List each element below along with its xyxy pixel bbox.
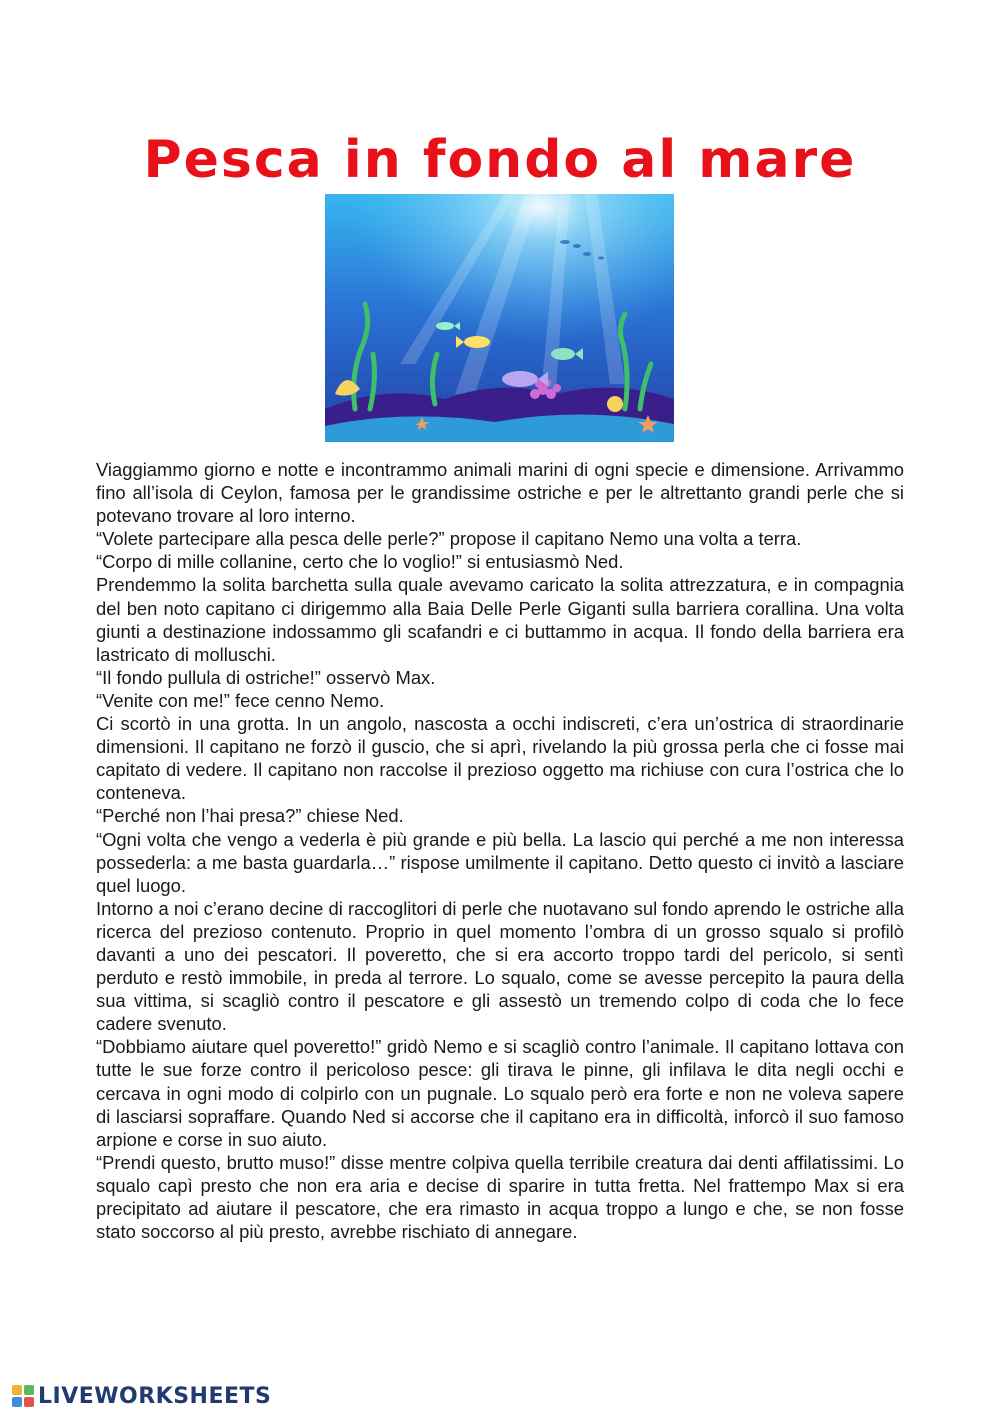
footer-branding [12,1381,271,1411]
story-paragraph-1: Viaggiammo giorno e notte e incontrammo animali marini di ogni specie e dimensione. Arrivammo fino all’isola di Ceylon, famosa per le grandissime ostriche e per le altrettanto grandi perle che si potevano trovare al loro interno. [96,459,904,527]
story-paragraph-9: “Ogni volta che vengo a vederla è più grande e più bella. La lascio qui perché a me non interessa possederla: a me basta guardarla…” rispose umilmente il capitano. Detto questo ci invitò a lasciare quel luogo. [96,828,904,896]
story-paragraph-11: “Dobbiamo aiutare quel poveretto!” gridò Nemo e si scagliò contro l’animale. Il capitano lottava con tutte le sue forze contro il pericoloso pesce: gli tirava le pinne, gli infilava le dita negli occhi e cercava in ogni modo di colpirlo con un pugnale. Lo squalo però era forte e non ne voleva sapere di lasciarsi sopraffare. Quando Ned si accorse che il capitano era in difficoltà, inforcò il suo famoso arpione e corse in suo aiuto. [96,1036,904,1150]
story-paragraph-4: Prendemmo la solita barchetta sulla quale avevamo caricato la solita attrezzatura, e in compagnia del ben noto capitano ci dirigemmo alla Baia Delle Perle Giganti sulla barriera corallina. Una volta giunti a destinazione indossammo gli scafandri e ci buttammo in acqua. Il fondo della barriera era lastricato di molluschi. [96,574,904,665]
story-paragraph-12: “Prendi questo, brutto muso!” disse mentre colpiva quella terribile creatura dai denti affilatissimi. Lo squalo capì presto che non era aria e decise di sparire in tutta fretta. Nel frattempo Max si era precipitato ad aiutare il pescatore, che era rimasto in acqua troppo a lungo e che, se non fosse stato soccorso al più presto, avrebbe rischiato di annegare. [96,1151,904,1243]
story-paragraph-6: “Venite con me!” fece cenno Nemo. [96,689,385,711]
story-paragraph-3: “Corpo di mille collanine, certo che lo voglio!” si entusiasmò Ned. [96,551,624,573]
story-paragraph-7: Ci scortò in una grotta. In un angolo, nascosta a occhi indiscreti, c’era un’ostrica di straordinarie dimensioni. Il capitano ne forzò il guscio, che si aprì, rivelando la più grossa perla che ci fosse mai capitato di vedere. Il capitano non raccolse il prezioso oggetto ma richiuse con cura l’ostrica che lo conteneva. [96,713,904,804]
story-paragraph-8: “Perché non l’hai presa?” chiese Ned. [96,805,404,827]
story-paragraph-10: Intorno a noi c’erano decine di raccoglitori di perle che nuotavano sul fondo aprendo le ostriche alla ricerca del prezioso contenuto. Proprio in quel momento l’ombra di un grosso squalo si profilò davanti a uno dei pescatori. Il poveretto, che si era accorto troppo tardi del pericolo, si sentì perduto e restò immobile, in preda al terrore. Lo squalo, come se avesse percepito la paura della sua vittima, si scagliò contro il pescatore e gli assestò un tremendo colpo di coda che lo fece cadere svenuto. [96,897,904,1035]
liveworksheets-logo-icon [12,1385,34,1407]
story-paragraph-5: “Il fondo pullula di ostriche!” osservò Max. [96,666,436,688]
footer-brand-text: LIVEWORKSHEETS [38,1383,272,1409]
page-title: Pesca in fondo al mare [143,130,857,190]
underwater-scene-icon [325,194,674,442]
underwater-illustration [325,194,674,442]
story-text [96,458,904,1243]
story-paragraph-2: “Volete partecipare alla pesca delle perle?” propose il capitano Nemo una volta a terra. [96,528,802,550]
